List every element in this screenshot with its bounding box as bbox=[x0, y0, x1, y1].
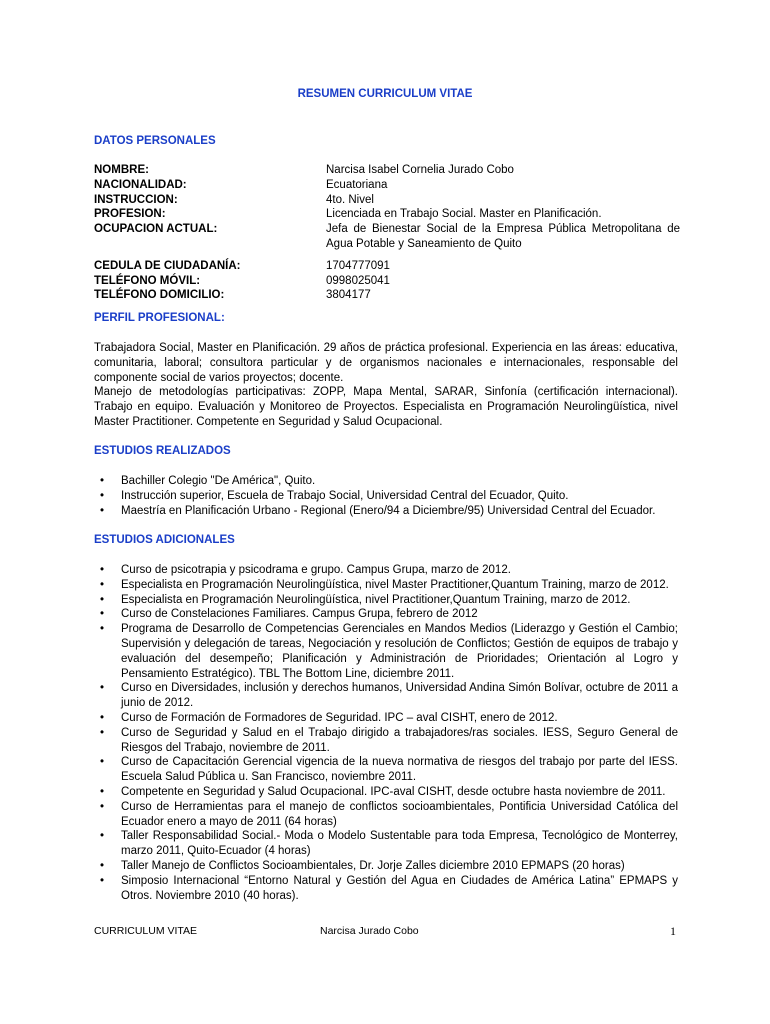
list-item: • Programa de Desarrollo de Competencias Gerenciales en Mandos Medios (Liderazgo y Gestión el Cambio; Supervisión y delegación de tareas, Negociación y resolución de Conflictos; Gestión de equipos de trabajo y evaluación del desempeño; Planificación y Administración de Prioridades; Orientación al Logro y Pensamiento Estratégico). TBL The Bottom Line, diciembre 2011. bbox=[94, 622, 678, 681]
list-item: • Taller Manejo de Conflictos Socioambientales, Dr. Jorje Zalles diciembre 2010 EPMAPS (20 horas) bbox=[94, 859, 678, 874]
list-item: • Curso de Capacitación Gerencial vigencia de la nueva normativa de riesgos del trabajo por parte del IESS. Escuela Salud Pública u. San Francisco, noviembre 2011. bbox=[94, 755, 678, 785]
personal-data-row bbox=[94, 193, 680, 208]
list-item: • Instrucción superior, Escuela de Trabajo Social, Universidad Central del Ecuador, Quito. bbox=[94, 489, 678, 504]
section-heading-datos-personales: DATOS PERSONALES bbox=[94, 135, 216, 147]
personal-data-row bbox=[94, 163, 680, 178]
list-item: • Maestría en Planificación Urbano - Regional (Enero/94 a Diciembre/95) Universidad Central del Ecuador. bbox=[94, 504, 678, 519]
list-item: • Especialista en Programación Neurolingüística, nivel Practitioner,Quantum Training, marzo de 2012. bbox=[94, 593, 678, 608]
field-value: Ecuatoriana bbox=[326, 178, 388, 191]
list-item: • Curso de Formación de Formadores de Seguridad. IPC – aval CISHT, enero de 2012. bbox=[94, 711, 678, 726]
field-label: TELÉFONO DOMICILIO: bbox=[94, 289, 225, 302]
list-item: • Taller Responsabilidad Social.- Moda o Modelo Sustentable para toda Empresa, Tecnológico de Monterrey, marzo 2011, Quito-Ecuador (4 horas) bbox=[94, 829, 678, 859]
list-item: • Curso de Seguridad y Salud en el Trabajo dirigido a trabajadores/ras sociales. IESS, Seguro General de Riesgos del Trabajo, noviembre de 2011. bbox=[94, 726, 678, 756]
field-value: 1704777091 bbox=[326, 259, 390, 272]
field-value: 3804177 bbox=[326, 289, 371, 302]
footer-author: Narcisa Jurado Cobo bbox=[320, 925, 419, 937]
profile-text-2: Manejo de metodologías participativas: ZOPP, Mapa Mental, SARAR, Sinfonía (certificación internacional). Trabajo en equipo. Evaluación y Monitoreo de Proyectos. Especialista en Programación Neurolingüística, nivel Master Practitioner. Competente en Seguridad y Salud Ocupacional. bbox=[94, 386, 678, 428]
field-value: Licenciada en Trabajo Social. Master en Planificación. bbox=[326, 208, 602, 221]
list-item: • Curso de psicotrapia y psicodrama e grupo. Campus Grupa, marzo de 2012. bbox=[94, 563, 678, 578]
list-item: • Curso en Diversidades, inclusión y derechos humanos, Universidad Andina Simón Bolívar, octubre de 2011 a junio de 2012. bbox=[94, 681, 678, 711]
page-number: 1 bbox=[670, 924, 676, 938]
field-label: INSTRUCCION: bbox=[94, 193, 178, 206]
field-value: 4to. Nivel bbox=[326, 193, 374, 206]
document-title: RESUMEN CURRICULUM VITAE bbox=[297, 88, 473, 100]
estudios-adicionales-list bbox=[94, 563, 678, 903]
field-label: TELÉFONO MÓVIL: bbox=[94, 274, 201, 287]
personal-data-row bbox=[94, 222, 680, 252]
personal-data-row bbox=[94, 178, 680, 193]
field-label: PROFESION: bbox=[94, 208, 166, 221]
list-item: • Simposio Internacional “Entorno Natural y Gestión del Agua en Ciudades de América Latina” EPMAPS y Otros. Noviembre 2010 (40 horas). bbox=[94, 874, 678, 904]
field-value: Jefa de Bienestar Social de la Empresa Pública Metropolitana de Agua Potable y Saneamiento de Quito bbox=[326, 223, 680, 250]
field-value: Narcisa Isabel Cornelia Jurado Cobo bbox=[326, 164, 514, 176]
list-item: • Curso de Constelaciones Familiares. Campus Grupa, febrero de 2012 bbox=[94, 607, 678, 622]
section-heading-estudios-adicionales: ESTUDIOS ADICIONALES bbox=[94, 534, 235, 546]
list-item: • Competente en Seguridad y Salud Ocupacional. IPC-aval CISHT, desde octubre hasta noviembre de 2011. bbox=[94, 785, 678, 800]
personal-data-row bbox=[94, 288, 680, 303]
personal-data-row bbox=[94, 274, 680, 289]
field-label: NOMBRE: bbox=[94, 164, 149, 176]
personal-data-row bbox=[94, 207, 680, 222]
profile-paragraph bbox=[94, 341, 678, 430]
field-label: OCUPACION ACTUAL: bbox=[94, 223, 218, 236]
list-item: • Bachiller Colegio "De América", Quito. bbox=[94, 474, 678, 489]
personal-data-row bbox=[94, 259, 680, 274]
field-value: 0998025041 bbox=[326, 274, 390, 287]
list-item: • Especialista en Programación Neurolingüística, nivel Master Practitioner,Quantum Training, marzo de 2012. bbox=[94, 578, 678, 593]
personal-data-table bbox=[94, 163, 680, 303]
estudios-realizados-list bbox=[94, 474, 678, 518]
profile-text-1: Trabajadora Social, Master en Planificación. 29 años de práctica profesional. Experiencia en las áreas: educativa, comunitaria, laboral; consultora particular y de organismos nacionales e internacionales, responsable del componente social de varios proyectos; docente. bbox=[94, 342, 678, 384]
field-label: NACIONALIDAD: bbox=[94, 178, 187, 191]
list-item: • Curso de Herramientas para el manejo de conflictos socioambientales, Pontificia Universidad Católica del Ecuador enero a mayo de 2011 (64 horas) bbox=[94, 800, 678, 830]
footer-left: CURRICULUM VITAE bbox=[94, 925, 198, 937]
section-heading-perfil-profesional: PERFIL PROFESIONAL: bbox=[94, 312, 225, 324]
section-heading-estudios-realizados: ESTUDIOS REALIZADOS bbox=[94, 445, 231, 457]
field-label: CEDULA DE CIUDADANÍA: bbox=[94, 259, 241, 272]
